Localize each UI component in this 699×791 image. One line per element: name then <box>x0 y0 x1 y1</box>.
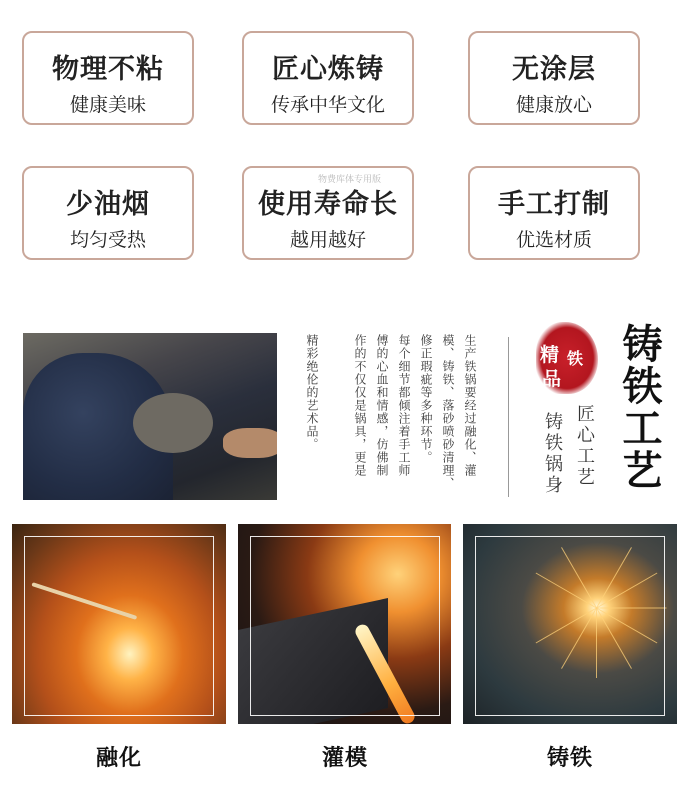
feature-subtitle: 健康放心 <box>515 94 592 116</box>
feature-subtitle: 优选材质 <box>515 229 592 251</box>
caption-casting: 铸铁 <box>546 745 593 771</box>
worker-photo <box>23 333 277 500</box>
feature-title: 无涂层 <box>512 54 596 85</box>
feature-title: 匠心炼铸 <box>272 54 384 85</box>
paragraph-column-6: 作的不仅仅是锅具，更是 <box>353 334 367 477</box>
feature-subtitle: 传承中华文化 <box>270 94 385 116</box>
feature-card-craftsmanship <box>242 31 414 125</box>
feature-subtitle: 均匀受热 <box>69 229 146 251</box>
seal-char: 品 <box>542 368 562 390</box>
feature-title: 物理不粘 <box>52 54 164 85</box>
photo-frame <box>475 536 665 716</box>
photo-frame <box>24 536 214 716</box>
section-divider <box>508 337 509 497</box>
caption-molding: 灌模 <box>321 745 368 771</box>
feature-title: 手工打制 <box>498 189 610 220</box>
process-photo-molding <box>238 524 451 724</box>
feature-card-handmade <box>468 166 640 260</box>
worker-hand <box>223 428 277 458</box>
photo-frame <box>250 536 440 716</box>
feature-subtitle: 越用越好 <box>289 229 366 251</box>
paragraph-column-3: 修正瑕疵等多种环节。 <box>419 334 433 464</box>
section-heading: 铸铁工艺 <box>616 323 663 491</box>
feature-card-no-coating <box>468 31 640 125</box>
tagline-craftsmanship: 匠心工艺 <box>574 404 595 488</box>
tagline-cast-iron-body: 铸铁锅身 <box>542 412 563 496</box>
feature-card-nonstick <box>22 31 194 125</box>
caption-melting: 融化 <box>95 745 142 771</box>
paragraph-column-1: 生产铁锅要经过融化、灌 <box>463 334 477 477</box>
worker-knee <box>133 393 213 453</box>
feature-subtitle: 健康美味 <box>69 94 146 116</box>
paragraph-column-5: 傅的心血和情感，仿佛制 <box>375 334 389 477</box>
seal-char: 精 <box>540 344 560 366</box>
feature-card-less-smoke <box>22 166 194 260</box>
process-photo-casting <box>463 524 677 724</box>
red-seal-stamp <box>536 322 598 394</box>
seal-char: 铁 <box>567 349 584 368</box>
paragraph-column-4: 每个细节都倾注着手工师 <box>397 334 411 477</box>
feature-title: 少油烟 <box>66 189 150 220</box>
watermark-text: 物费库体专用版 <box>318 175 382 185</box>
paragraph-column-2: 模、铸铁、落砂喷砂清理、 <box>441 334 455 490</box>
process-photo-melting <box>12 524 226 724</box>
paragraph-column-7: 精彩绝伦的艺术品。 <box>305 334 319 451</box>
feature-title: 使用寿命长 <box>258 189 398 220</box>
